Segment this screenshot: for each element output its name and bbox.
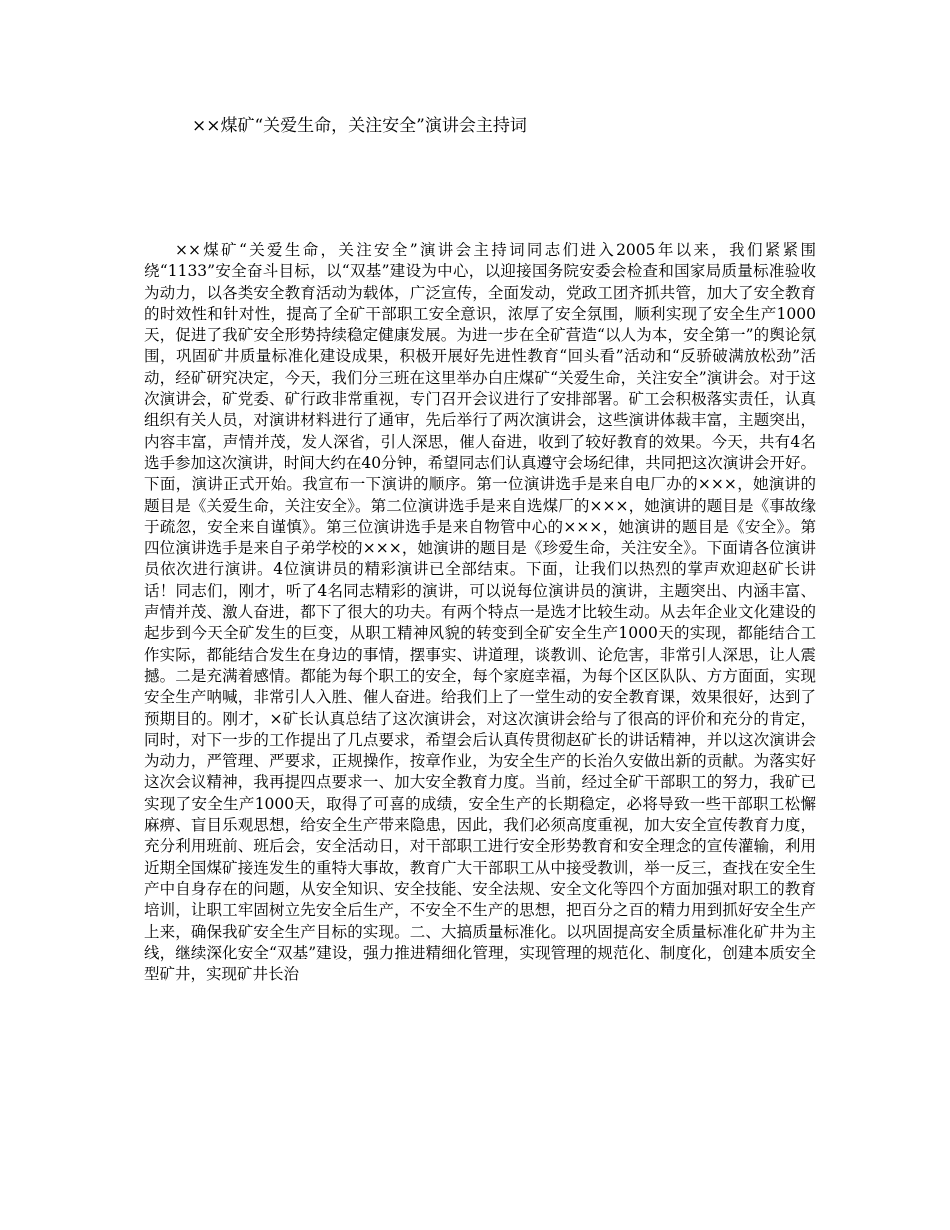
document-title: ××煤矿“关爱生命，关注安全”演讲会主持词 [192,116,527,136]
document-body: ××煤矿“关爱生命，关注安全”演讲会主持词同志们进入2005年以来，我们紧紧围绕“1133”安全奋斗目标，以“双基”建设为中心，以迎接国务院安委会检查和国家局质量标准验收为动力，以各类安全教育活动为载体，广泛宣传，全面发动，党政工团齐抓共管，加大了安全教育的时效性和针对性，提高了全矿干部职工安全意识，浓厚了安全氛围，顺利实现了安全生产1000天，促进了我矿安全形势持续稳定健康发展。为进一步在全矿营造“以人为本，安全第一”的舆论氛围，巩固矿井质量标准化建设成果，积极开展好先进性教育“回头看”活动和“反骄破满放松劲”活动，经矿研究决定，今天，我们分三班在这里举办白庄煤矿“关爱生命，关注安全”演讲会。对于这次演讲会，矿党委、矿行政非常重视，专门召开会议进行了安排部署。矿工会积极落实责任，认真组织有关人员，对演讲材料进行了通审，先后举行了两次演讲会，这些演讲体裁丰富，主题突出，内容丰富，声情并茂，发人深省，引人深思，催人奋进，收到了较好教育的效果。今天，共有4名选手参加这次演讲，时间大约在40分钟，希望同志们认真遵守会场纪律，共同把这次演讲会开好。下面，演讲正式开始。我宣布一下演讲的顺序。第一位演讲选手是来自电厂办的×××，她演讲的题目是《关爱生命，关注安全》。第二位演讲选手是来自选煤厂的×××，她演讲的题目是《事故缘于疏忽，安全来自谨慎》。第三位演讲选手是来自物管中心的×××，她演讲的题目是《安全》。第四位演讲选手是来自子弟学校的×××，她演讲的题目是《珍爱生命，关注安全》。下面请各位演讲员依次进行演讲。4位演讲员的精彩演讲已全部结束。下面，让我们以热烈的掌声欢迎赵矿长讲话！同志们，刚才，听了4名同志精彩的演讲，可以说每位演讲员的演讲，主题突出、内涵丰富、声情并茂、激人奋进，都下了很大的功夫。有两个特点一是选才比较生动。从去年企业文化建设的起步到今天全矿发生的巨变，从职工精神风貌的转变到全矿安全生产1000天的实现，都能结合工作实际，都能结合发生在身边的事情，摆事实、讲道理，谈教训、论危害，非常引人深思，让人震撼。二是充满着感情。都能为每个职工的安全，每个家庭幸福，为每个区区队队、方方面面，实现安全生产呐喊，非常引人入胜、催人奋进。给我们上了一堂生动的安全教育课，效果很好，达到了预期目的。刚才，×矿长认真总结了这次演讲会，对这次演讲会给与了很高的评价和充分的肯定，同时，对下一步的工作提出了几点要求，希望会后认真传贯彻赵矿长的讲话精神，并以这次演讲会为动力，严管理、严要求，正规操作，按章作业，为安全生产的长治久安做出新的贡献。为落实好这次会议精神，我再提四点要求一、加大安全教育力度。当前，经过全矿干部职工的努力，我矿已实现了安全生产1000天，取得了可喜的成绩，安全生产的长期稳定，必将导致一些干部职工松懈麻痹、盲目乐观思想，给安全生产带来隐患，因此，我们必须高度重视，加大安全宣传教育力度，充分利用班前、班后会，安全活动日，对干部职工进行安全形势教育和安全理念的宣传灌输，利用近期全国煤矿接连发生的重特大事故，教育广大干部职工从中接受教训，举一反三，查找在安全生产中自身存在的问题，从安全知识、安全技能、安全法规、安全文化等四个方面加强对职工的教育培训，让职工牢固树立先安全后生产，不安全不生产的思想，把百分之百的精力用到抓好安全生产上来，确保我矿安全生产目标的实现。二、大搞质量标准化。以巩固提高安全质量标准化矿井为主线，继续深化安全“双基”建设，强力推进精细化管理，实现管理的规范化、制度化，创建本质安全型矿井，实现矿井长治 [144,241,816,984]
